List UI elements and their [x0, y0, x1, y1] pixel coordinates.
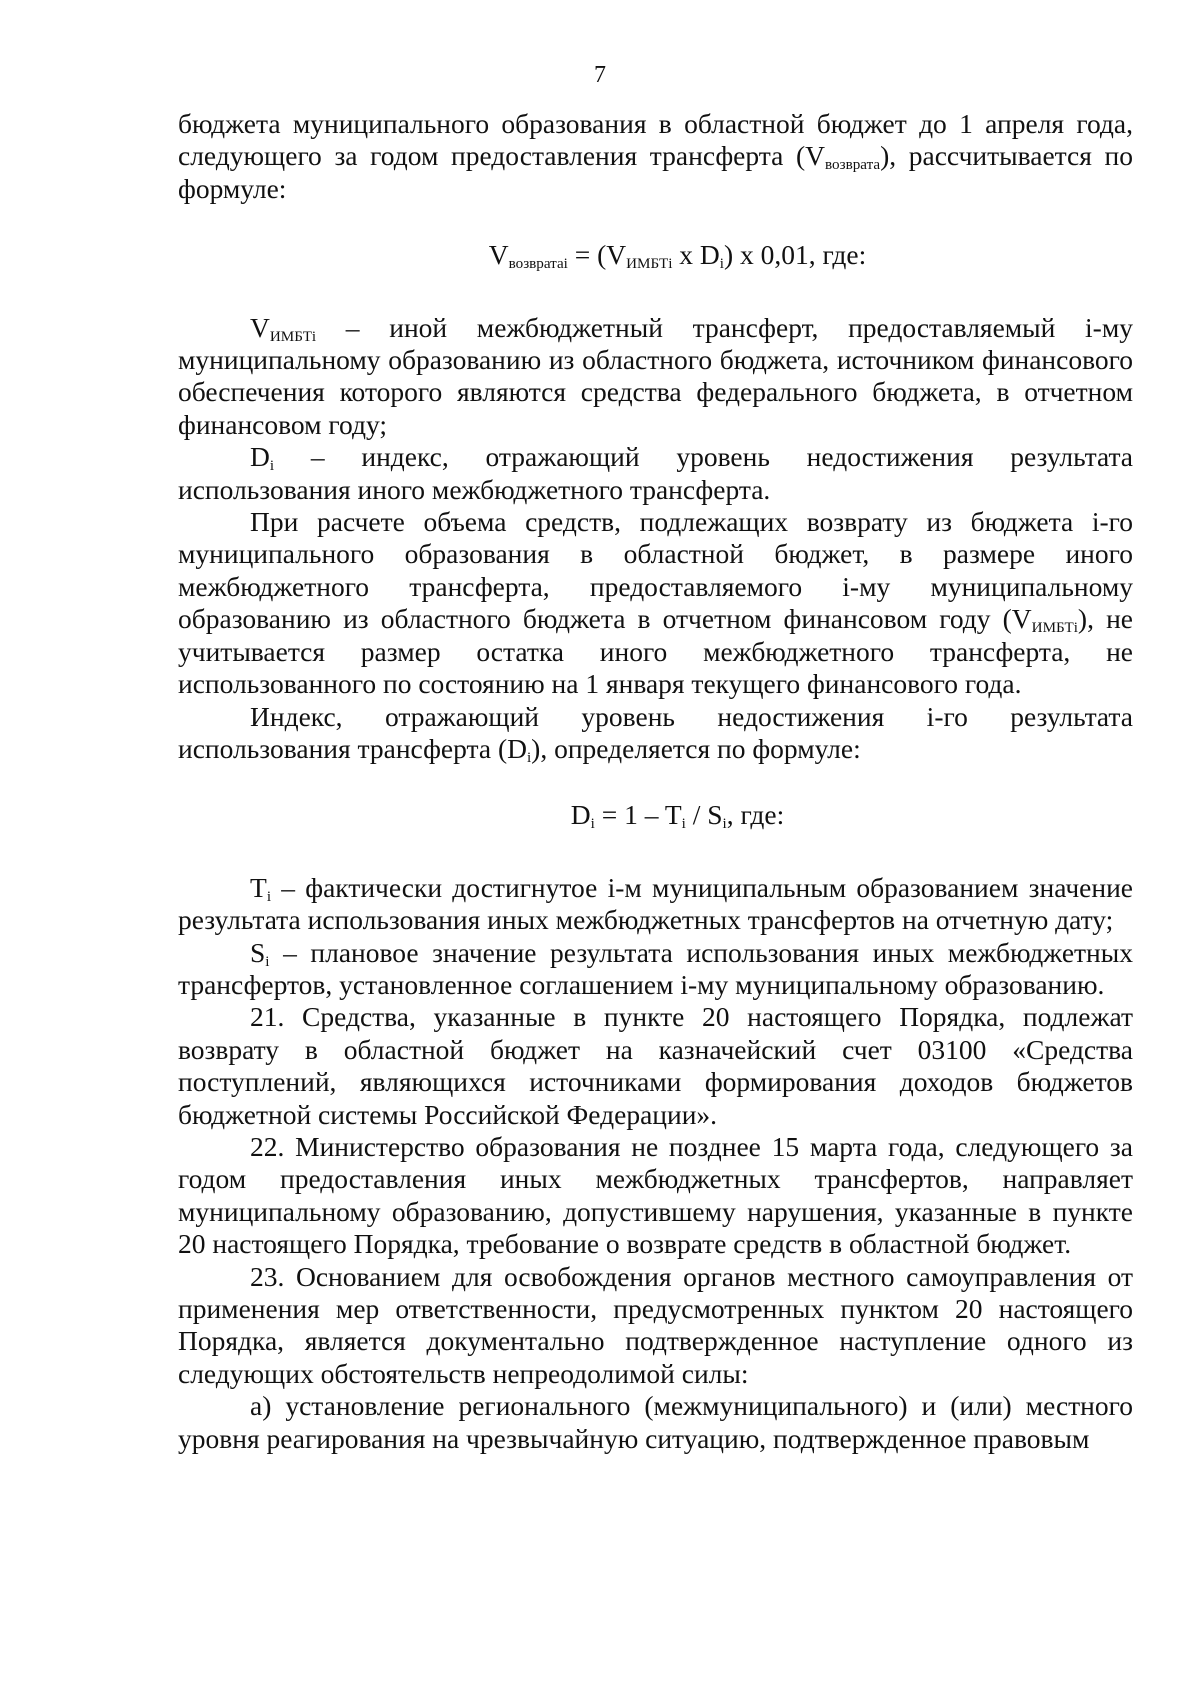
definition-vimbt: $V_{ИМБТi}$ – иной межбюджетный трансферт, предоставляемый i-му муниципальному образованию из областного бюджета, источником финансового обеспечения которого являются средства федерального бюджета, в отчетном финансовом году; — [178, 311, 1133, 440]
intro-line-3: формуле: — [178, 172, 287, 204]
definition-s: $S_i$ – плановое значение результата использования иных межбюджетных трансфертов, установленное соглашением i-му муниципальному образованию. — [178, 936, 1133, 1000]
intro-line-1: бюджета муниципального образования в областной бюджет до 1 апреля года, — [178, 108, 1133, 139]
formula-index: $D_i = 1 - T_i / S_i$, где: — [570, 799, 785, 833]
definition-t: $T_i$ – фактически достигнутое i-м муниципальным образованием значение результата использования иных межбюджетных трансфертов на отчетную дату; — [178, 871, 1133, 936]
paragraph-23: 23. Основанием для освобождения органов местного самоуправления от применения мер ответственности, предусмотренных пунктом 20 настоящего Порядка, является документально подтвержденное наступление одного из следующих обстоятельств непреодолимой силы: — [178, 1260, 1133, 1389]
intro-line-2-end: ), рассчитывается по — [880, 140, 1133, 172]
paragraph-calculation: При расчете объема средств, подлежащих возврату из бюджета i-го муниципального образования в областной бюджет, в размере иного межбюджетного трансферта, предоставляемого i-му муниципальному образованию из областного бюджета в отчетном финансовом году $(V_{ИМБТi})$, не учитывается размер остатка иного межбюджетного трансферта, не использованного по состоянию на 1 января текущего финансового года. — [178, 506, 1133, 700]
paragraph-index: Индекс, отражающий уровень недостижения i-го результата использования трансферта $(D_i)$, определяется по формуле: — [178, 700, 1133, 766]
paragraph-a: а) установление регионального (межмуниципального) и (или) местного уровня реагирования на чрезвычайную ситуацию, подтвержденное правовым — [178, 1390, 1133, 1454]
paragraph-22: 22. Министерство образования не позднее 15 марта года, следующего за годом предоставления иных межбюджетных трансфертов, направляет муниципальному образованию, допустившему нарушения, указанные в пункте 20 настоящего Порядка, требование о возврате средств в областной бюджет. — [178, 1130, 1133, 1260]
definition-d: $D_i$ – индекс, отражающий уровень недостижения результата использования иного межбюджетного трансферта. — [178, 441, 1133, 505]
intro-paragraph — [178, 108, 1133, 205]
intro-subscript: возврата — [825, 157, 881, 174]
page-number: 7 — [594, 62, 606, 88]
intro-line-2: следующего за годом предоставления трансферта (V — [178, 140, 826, 172]
paragraph-21: 21. Средства, указанные в пункте 20 настоящего Порядка, подлежат возврату в областной бюджет на казначейский счет 03100 «Средства поступлений, являющихся источниками формирования доходов бюджетов бюджетной системы Российской Федерации». — [178, 1001, 1133, 1130]
formula-return-volume: $V_{возвратаi} = (V_{ИМБТi}$ x $D_i$) x 0,01, где: — [488, 239, 867, 272]
document-body — [178, 108, 1133, 1455]
